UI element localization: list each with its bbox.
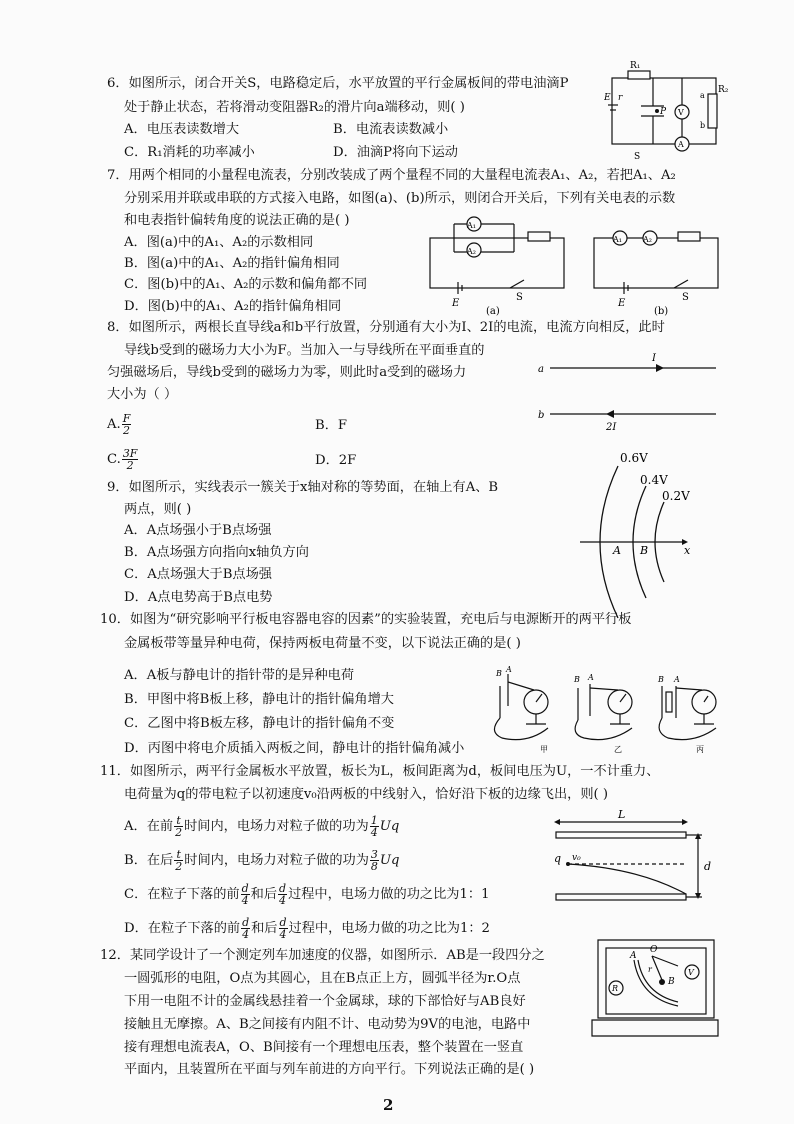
- fig6-label-p: P: [660, 107, 667, 117]
- q12-stem-6: 平面内，且装置所在平面与列车前进的方向平行。下列说法正确的是( ): [124, 1062, 535, 1077]
- q9-equipotential-figure: [580, 444, 700, 624]
- q9-stem-2: 两点，则( ): [124, 502, 192, 517]
- fig12-label-b: B: [668, 977, 675, 987]
- q11-option-a: A．在前 $\frac{t}{2}$ 时间内，电场力对粒子做的功为 $\frac{1}{4}$ Uq: [124, 814, 400, 839]
- q10-electroscope-figures: [478, 662, 728, 754]
- fig8-label-a: a: [538, 364, 544, 375]
- fig12-voltmeter-icon: V: [688, 968, 694, 977]
- fig9-label-x: x: [684, 544, 691, 557]
- fig7b-ammeter-a1-icon: A₁: [613, 235, 622, 244]
- q7-stem-1: 7．用两个相同的小量程电流表，分别改装成了两个量程不同的大量程电流表A₁、A₂，若把A₁、A₂: [107, 168, 676, 183]
- wire-a-arrow-icon: [656, 364, 664, 372]
- q7-stem-2: 分别采用并联或串联的方式接入电路，如图(a)、(b)所示，则闭合开关后，下列有关电表的示数: [124, 191, 676, 206]
- q10-stem-2: 金属板带等量异种电荷，保持两板电荷量不变，以下说法正确的是( ): [124, 636, 521, 651]
- fig6-label-r1: R₁: [630, 61, 641, 71]
- fig9-label-0-2v: 0.2V: [662, 489, 690, 503]
- fig6-label-a: a: [700, 91, 705, 100]
- fig6-label-b: b: [700, 121, 706, 130]
- fig10-caption-yi: 乙: [614, 745, 622, 754]
- q7-circuit-figures: [424, 210, 724, 318]
- fig7b-label-e: E: [618, 298, 626, 309]
- ammeter-icon: A: [678, 140, 684, 149]
- q9-stem-1: 9．如图所示，实线表示一簇关于x轴对称的等势面，在轴上有A、B: [107, 480, 499, 495]
- fig9-label-0-4v: 0.4V: [640, 473, 668, 487]
- q10-option-a: A．A板与静电计的指针带的是异种电荷: [124, 668, 355, 683]
- fig7b-caption: (b): [654, 306, 669, 317]
- fig6-label-r: r: [618, 93, 623, 103]
- fig7a-ammeter-a2-icon: A₂: [467, 247, 476, 256]
- q6-stem-1: 6．如图所示，闭合开关S，电路稳定后，水平放置的平行金属板间的带电油滴P: [107, 76, 569, 91]
- q8-stem-3: 匀强磁场后，导线b受到的磁场力为零，则此时a受到的磁场力: [107, 365, 467, 380]
- fig12-ammeter-icon: R: [612, 984, 619, 993]
- q12-stem-2: 一圆弧形的电阻，O点为其圆心，且在B点正上方，圆弧半径为r.O点: [124, 971, 521, 986]
- q6-option-d: D．油滴P将向下运动: [333, 145, 458, 160]
- fig8-label-b: b: [538, 410, 545, 421]
- q7-option-b: B．图(a)中的A₁、A₂的指针偏角相同: [124, 256, 340, 271]
- q6-stem-2: 处于静止状态，若将滑动变阻器R₂的滑片向a端移动，则( ): [124, 100, 465, 115]
- fig6-label-e: E: [604, 93, 611, 103]
- fig10-caption-jia: 甲: [540, 745, 548, 754]
- voltmeter-icon: V: [678, 108, 684, 117]
- q9-option-c: C．A点场强大于B点场强: [124, 567, 272, 582]
- fig12-label-r: r: [648, 965, 652, 974]
- q10-option-d: D．丙图中将电介质插入两板之间，静电计的指针偏角减小: [124, 741, 465, 756]
- q12-stem-5: 接有理想电流表A，O、B间接有一个理想电压表，整个装置在一竖直: [124, 1040, 524, 1055]
- q12-stem-1: 12．某同学设计了一个测定列车加速度的仪器，如图所示．AB是一段四分之: [100, 948, 545, 963]
- fig7a-label-e: E: [452, 298, 460, 309]
- fig6-label-s: S: [634, 152, 641, 162]
- fig10-yi-label-b: B: [574, 675, 580, 684]
- q11-option-c: C．在粒子下落的前 $\frac{d}{4}$ 和后 $\frac{d}{4}$ 过程中，电场力做的功之比为1：1: [124, 882, 490, 907]
- fig12-label-a: A: [630, 951, 637, 961]
- q6-option-a: A．电压表读数增大: [124, 122, 240, 137]
- q11-option-d: D．在粒子下落的前 $\frac{d}{4}$ 和后 $\frac{d}{4}$ 过程中，电场力做的功之比为1：2: [124, 916, 490, 941]
- fig8-label-i: I: [652, 353, 656, 364]
- q7-stem-3: 和电表指针偏转角度的说法正确的是( ): [124, 213, 350, 228]
- fig7a-label-s: S: [516, 292, 523, 303]
- q12-stem-4: 接触且无摩擦。A、B之间接有内阻不计、电动势为9V的电池，电路中: [124, 1017, 531, 1032]
- charged-particle-icon: [566, 862, 570, 866]
- fig9-label-b: B: [640, 544, 649, 557]
- fig10-yi-label-a: A: [588, 673, 594, 682]
- fig10-bing-label-a: A: [674, 675, 680, 684]
- metal-ball-icon: [659, 979, 665, 985]
- q10-option-b: B．甲图中将B板上移，静电计的指针偏角增大: [124, 692, 394, 707]
- q8-option-b: B．F: [315, 418, 348, 433]
- q7-option-a: A．图(a)中的A₁、A₂的示数相同: [124, 235, 314, 250]
- fig12-label-o: O: [650, 945, 658, 955]
- fig7a-ammeter-a1-icon: A₁: [467, 221, 476, 230]
- q8-stem-2: 导线b受到的磁场力大小为F。当加入一与导线所在平面垂直的: [124, 343, 485, 358]
- q8-option-c: C. $\frac{3F}{2}$: [107, 447, 138, 472]
- fig10-bing-label-b: B: [658, 675, 664, 684]
- q8-stem-4: 大小为（ ）: [107, 387, 178, 402]
- q12-stem-3: 下用一电阻不计的金属线悬挂着一个金属球，球的下部恰好与AB良好: [124, 994, 526, 1009]
- q9-option-a: A．A点场强小于B点场强: [124, 523, 272, 538]
- q12-accelerometer-figure: [588, 936, 726, 1048]
- fig11-label-l: L: [618, 808, 626, 821]
- fig10-caption-bing: 丙: [696, 745, 704, 754]
- fig11-label-d: d: [704, 860, 712, 873]
- q6-option-b: B．电流表读数减小: [333, 122, 449, 137]
- fig11-label-v0: v₀: [572, 853, 581, 863]
- q10-option-c: C．乙图中将B板左移，静电计的指针偏角不变: [124, 716, 395, 731]
- fig7a-caption: (a): [486, 306, 500, 317]
- fig7b-label-s: S: [682, 292, 689, 303]
- fig10-jia-label-b: B: [496, 669, 502, 678]
- q11-plates-figure: [548, 808, 720, 914]
- fig10-jia-label-a: A: [506, 665, 512, 674]
- fig8-label-2i: 2I: [606, 422, 617, 433]
- q8-wire-figure: [536, 350, 722, 436]
- wire-b-arrow-icon: [606, 410, 614, 418]
- q6-circuit-figure: [604, 58, 728, 162]
- q6-option-c: C．R₁消耗的功率减小: [124, 145, 255, 160]
- fig11-label-q: q: [554, 852, 562, 865]
- q11-stem-1: 11．如图所示，两平行金属板水平放置，板长为L，板间距离为d，板间电压为U，一不计重力、: [100, 764, 660, 779]
- fig6-label-r2: R₂: [718, 85, 728, 95]
- q11-option-b: B．在后 $\frac{t}{2}$ 时间内，电场力对粒子做的功为 $\frac{3}{8}$ Uq: [124, 848, 400, 873]
- q10-stem-1: 10．如图为“研究影响平行板电容器电容的因素”的实验装置，充电后与电源断开的两平行板: [100, 612, 632, 627]
- q8-option-d: D．2F: [315, 453, 357, 468]
- q11-stem-2: 电荷量为q的带电粒子以初速度v₀沿两板的中线射入，恰好沿下板的边缘飞出，则( ): [124, 787, 609, 802]
- fig7b-ammeter-a2-icon: A₂: [643, 235, 652, 244]
- q7-option-c: C．图(b)中的A₁、A₂的示数和偏角都不同: [124, 277, 368, 292]
- page-number: 2: [383, 1096, 394, 1114]
- q7-option-d: D．图(b)中的A₁、A₂的指针偏角相同: [124, 299, 342, 314]
- q9-option-d: D．A点电势高于B点电势: [124, 590, 273, 605]
- q8-option-a: A. $\frac{F}{2}$: [107, 412, 131, 437]
- oil-drop-icon: [655, 109, 659, 113]
- fig9-label-0-6v: 0.6V: [620, 451, 648, 465]
- q9-option-b: B．A点场强方向指向x轴负方向: [124, 545, 309, 560]
- fig9-label-a: A: [613, 544, 621, 557]
- q8-stem-1: 8．如图所示，两根长直导线a和b平行放置，分别通有大小为I、2I的电流，电流方向相反，此时: [107, 320, 665, 335]
